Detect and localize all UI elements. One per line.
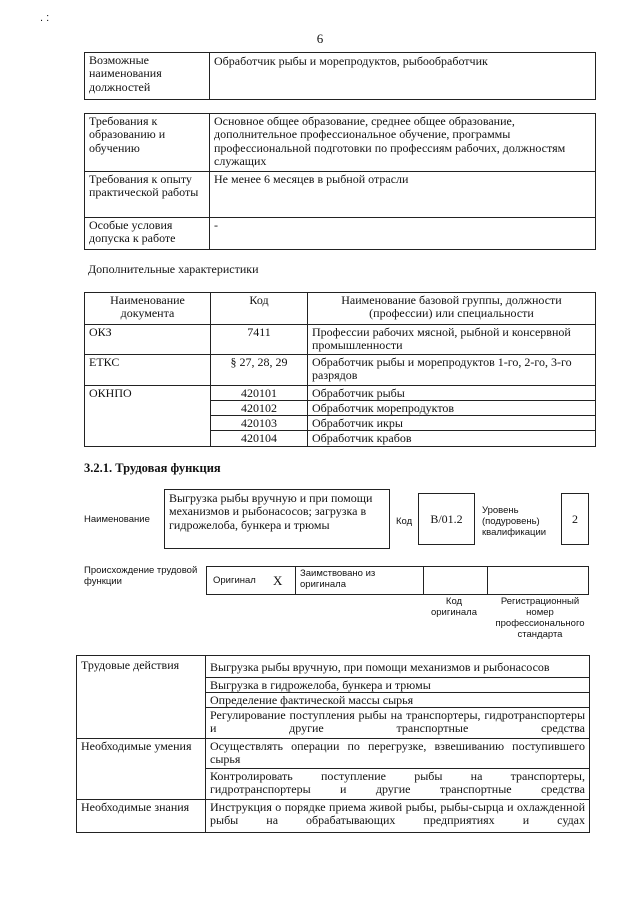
req-education-label: Требования к образованию и обучению	[89, 114, 166, 155]
oknpo-code: 420103	[241, 416, 277, 430]
positions-value: Обработчик рыбы и морепродуктов, рыбообработчик	[214, 54, 488, 68]
col-header-code: Код	[249, 293, 269, 307]
oknpo-name: Обработчик морепродуктов	[312, 401, 455, 415]
knowledge-item: Инструкция о порядке приема живой рыбы, рыбы-сырца и охлажденной рыбы на обрабатывающих предприятиях и судах	[210, 800, 585, 828]
req-experience-label: Требования к опыту практической работы	[89, 172, 199, 200]
oknpo-doc: ОКНПО	[89, 386, 132, 400]
function-name-box	[164, 489, 390, 549]
qualification-level-label: Уровень (подуровень) квалификации	[482, 505, 547, 538]
function-code-value: В/01.2	[430, 512, 463, 526]
function-name-label: Наименование	[84, 514, 150, 525]
etks-doc: ЕТКС	[89, 355, 120, 369]
origin-borrowed: Заимствовано из оригинала	[300, 568, 376, 590]
qualification-level-value: 2	[572, 512, 578, 526]
action-item: Регулирование поступления рыбы на транспортеры, гидротранспортеры и другие транспортные средства	[210, 708, 585, 736]
skill-item: Контролировать поступление рыбы на транспортеры, гидротранспортеры и другие транспортные средства	[210, 769, 585, 797]
actions-label: Трудовые действия	[81, 658, 180, 672]
corner-mark: . :	[40, 12, 50, 24]
oknpo-name: Обработчик икры	[312, 416, 403, 430]
action-item: Выгрузка в гидрожелоба, бункера и трюмы	[210, 678, 431, 692]
origin-original: Оригинал	[213, 575, 256, 586]
knowledge-label: Необходимые знания	[81, 800, 190, 814]
oknpo-code: 420102	[241, 401, 277, 415]
okz-code: 7411	[247, 325, 271, 339]
okz-name: Профессии рабочих мясной, рыбной и консервной промышленности	[312, 325, 571, 353]
classifiers-table	[84, 292, 596, 447]
oknpo-code: 420101	[241, 386, 277, 400]
oknpo-code: 420104	[241, 431, 277, 445]
action-item: Выгрузка рыбы вручную, при помощи механизмов и рыбонасосов	[210, 660, 550, 674]
col-header-name: Наименование базовой группы, должности (профессии) или специальности	[341, 293, 562, 321]
origin-box	[206, 566, 589, 595]
origin-reg-caption: Регистрационный номер профессионального стандарта	[495, 596, 585, 640]
requirements-table	[84, 113, 596, 250]
labor-table	[76, 655, 590, 833]
skills-label: Необходимые умения	[81, 739, 192, 753]
origin-code-caption: Код оригинала	[430, 596, 477, 618]
etks-code: § 27, 28, 29	[230, 355, 288, 369]
action-item: Определение фактической массы сырья	[210, 693, 414, 707]
skill-item: Осуществлять операции по перегрузке, взвешиванию поступившего сырья	[210, 739, 585, 767]
okz-doc: ОКЗ	[89, 325, 112, 339]
oknpo-name: Обработчик рыбы	[312, 386, 405, 400]
oknpo-name: Обработчик крабов	[312, 431, 412, 445]
etks-name: Обработчик рыбы и морепродуктов 1-го, 2-го, 3-го разрядов	[312, 355, 572, 383]
req-experience-value: Не менее 6 месяцев в рыбной отрасли	[214, 172, 409, 186]
function-code-label: Код	[396, 516, 413, 527]
extra-characteristics-title: Дополнительные характеристики	[88, 262, 259, 276]
qualification-level-box	[561, 493, 589, 545]
origin-label: Происхождение трудовой функции	[84, 565, 198, 587]
page-number: 6	[316, 31, 324, 46]
req-conditions-value: -	[214, 218, 218, 232]
positions-label: Возможные наименования должностей	[89, 53, 162, 94]
section-title: 3.2.1. Трудовая функция	[84, 461, 221, 475]
function-name-value: Выгрузка рыбы вручную и при помощи механизмов и рыбонасосов; загрузка в гидрожелоба, бункера и трюмы	[169, 491, 373, 532]
req-conditions-label: Особые условия допуска к работе	[89, 218, 176, 246]
req-education-value: Основное общее образование, среднее общее образование, дополнительное профессиональное обучение, программы профессиональной подготовки по профессиям рабочих, должностям служащих	[214, 114, 566, 169]
col-header-document: Наименование документа	[110, 293, 185, 321]
function-code-box	[418, 493, 475, 545]
positions-table	[84, 52, 596, 100]
origin-x-mark: X	[273, 573, 283, 588]
